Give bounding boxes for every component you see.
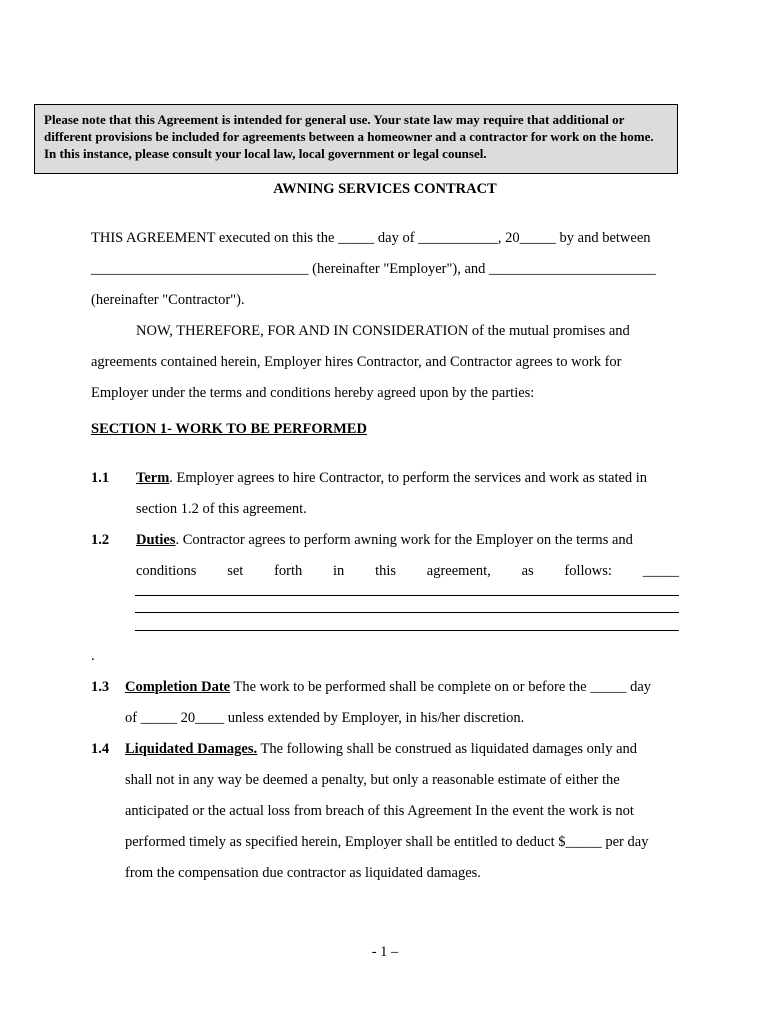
preamble-line-1 xyxy=(91,230,679,247)
clause-1-1-text: . Employer agrees to hire Contractor, to perform the services and work as stated in xyxy=(169,470,648,486)
clause-1-2-word: conditions xyxy=(136,563,197,579)
clause-1-1-number: 1.1 xyxy=(91,470,110,486)
document-title: AWNING SERVICES CONTRACT xyxy=(273,181,497,197)
preamble-line-3: (hereinafter "Contractor"). xyxy=(91,292,245,308)
page-number: - 1 – xyxy=(371,944,399,960)
clause-1-2-number: 1.2 xyxy=(91,532,110,548)
clause-1-3-line-2: of _____ 20____ unless extended by Employer, in his/her discretion. xyxy=(125,710,525,726)
legal-notice-box xyxy=(34,104,678,174)
clause-1-1-line-2: section 1.2 of this agreement. xyxy=(136,501,307,517)
clause-1-2-line-1 xyxy=(136,532,633,549)
clause-1-2-word: forth xyxy=(274,563,303,579)
clause-1-4-text: The following shall be construed as liquidated damages only and xyxy=(257,741,638,757)
clause-1-2-term: Duties xyxy=(136,532,176,548)
clause-1-2-line-2 xyxy=(136,563,679,580)
clause-1-4-line-3: anticipated or the actual loss from breach of this Agreement In the event the work is not xyxy=(125,803,634,819)
duties-blank-line-3 xyxy=(135,630,679,631)
clause-1-3-number: 1.3 xyxy=(91,679,110,695)
consideration-line-2: agreements contained herein, Employer hires Contractor, and Contractor agrees to work for xyxy=(91,354,622,370)
clause-1-1-term: Term xyxy=(136,470,170,486)
clause-1-2-word: set xyxy=(227,563,244,579)
clause-1-1-line-1 xyxy=(136,470,647,487)
preamble-line-1-text: THIS AGREEMENT executed on this the _____ day of ___________, 20_____ by and between xyxy=(91,230,651,246)
preamble-line-2: ______________________________ (hereinafter "Employer"), and _______________________ xyxy=(91,261,656,277)
clause-1-2-blank: _____ xyxy=(642,563,679,579)
clause-1-4-line-1 xyxy=(125,741,637,758)
duties-blank-line-2 xyxy=(135,612,679,613)
clause-1-3-text: The work to be performed shall be complete on or before the _____ day xyxy=(230,679,652,695)
clause-1-3-line-1 xyxy=(125,679,651,696)
clause-1-2-word: follows: xyxy=(564,563,612,579)
clause-1-4-line-4: performed timely as specified herein, Employer shall be entitled to deduct $_____ per day xyxy=(125,834,649,850)
clause-1-4-term: Liquidated Damages. xyxy=(125,741,258,757)
section-1-heading: SECTION 1- WORK TO BE PERFORMED xyxy=(91,421,367,437)
consideration-line-1: NOW, THEREFORE, FOR AND IN CONSIDERATION of the mutual promises and xyxy=(136,323,630,339)
clause-1-2-word: in xyxy=(333,563,345,579)
clause-1-4-number: 1.4 xyxy=(91,741,110,757)
clause-1-2-word: agreement, xyxy=(426,563,491,579)
stray-period: . xyxy=(91,648,95,664)
clause-1-2-text: . Contractor agrees to perform awning work for the Employer on the terms and xyxy=(175,532,633,548)
legal-notice-text: Please note that this Agreement is intended for general use. Your state law may require that additional or different provisions be included for agreements between a homeowner and a contractor for work on the home. In this instance, please consult your local law, local government or legal counsel. xyxy=(44,112,654,161)
clause-1-3-term: Completion Date xyxy=(125,679,231,695)
clause-1-4-line-2: shall not in any way be deemed a penalty, but only a reasonable estimate of either the xyxy=(125,772,620,788)
consideration-line-3: Employer under the terms and conditions hereby agreed upon by the parties: xyxy=(91,385,535,401)
duties-blank-line-1 xyxy=(135,595,679,596)
clause-1-2-word: as xyxy=(521,563,534,579)
clause-1-2-word: this xyxy=(375,563,397,579)
clause-1-4-line-5: from the compensation due contractor as liquidated damages. xyxy=(125,865,481,881)
